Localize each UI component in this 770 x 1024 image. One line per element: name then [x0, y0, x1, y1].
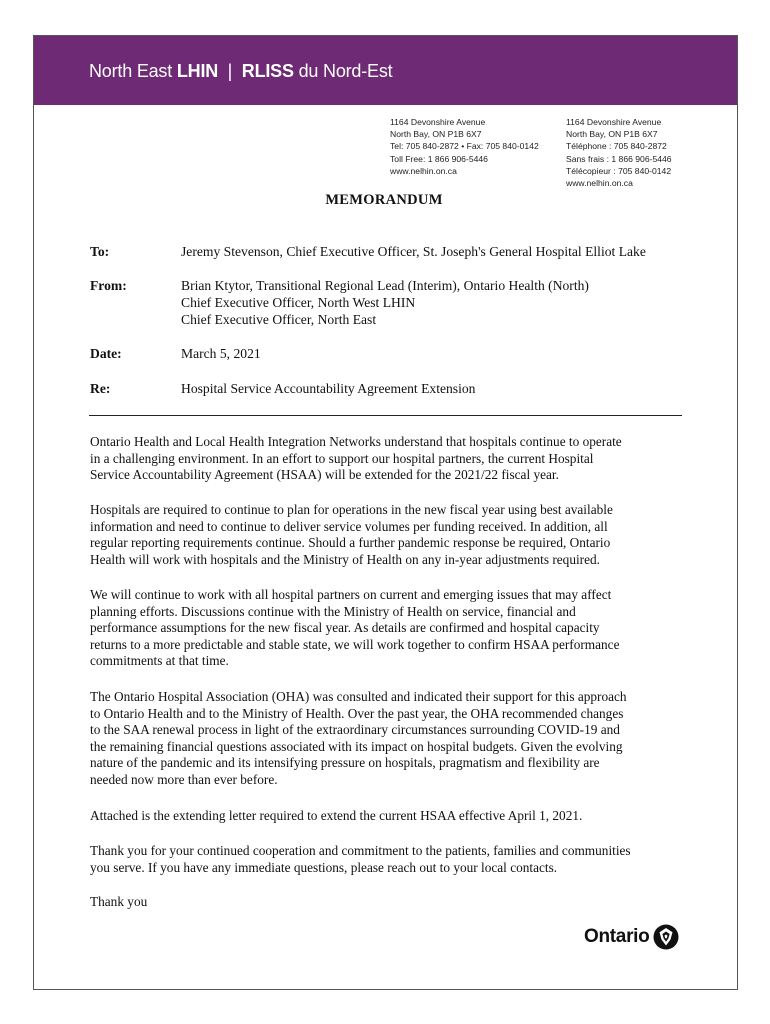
header-banner: [34, 36, 737, 105]
paragraph-7: [90, 894, 690, 911]
org-name-fr-bold: RLISS: [241, 61, 294, 81]
address-line: www.nelhin.on.ca: [566, 178, 633, 189]
body-line: in a challenging environment. In an effort to support our hospital partners, the current Hospital: [90, 450, 594, 466]
trillium-icon: [653, 924, 679, 950]
org-name-en: North East: [89, 61, 173, 81]
body-line: Hospitals are required to continue to plan for operations in the new fiscal year using best available: [90, 502, 613, 517]
field-date-value: March 5, 2021: [181, 346, 261, 361]
body-line: Service Accountability Agreement (HSAA) will be extended for the 2021/22 fiscal year.: [90, 467, 559, 483]
body-line: to the SAA renewal process in light of the extraordinary circumstances surrounding COVID-19 and: [90, 722, 620, 738]
address-line: Sans frais : 1 866 906-5446: [566, 153, 672, 164]
address-line: North Bay, ON P1B 6X7: [566, 129, 658, 140]
field-from-label: From:: [90, 278, 127, 293]
body-line: regular reporting requirements continue. Should a further pandemic response be required, Ontario: [90, 535, 611, 551]
paragraph-4: [90, 689, 690, 789]
address-line: Télécopieur : 705 840-0142: [566, 165, 672, 176]
body-line: Ontario Health and Local Health Integration Networks understand that hospitals continue to operate: [90, 434, 622, 449]
org-name-fr: du Nord-Est: [298, 61, 393, 81]
address-line: www.nelhin.on.ca: [390, 165, 457, 176]
org-name-en-bold: LHIN: [176, 61, 219, 81]
org-name: [89, 61, 392, 82]
field-to-value: Jeremy Stevenson, Chief Executive Officer, St. Joseph's General Hospital Elliot Lake: [181, 244, 646, 259]
address-french: [566, 116, 672, 189]
memo-page: [33, 35, 738, 990]
ontario-wordmark: Ontario: [584, 926, 650, 947]
ontario-logo: [584, 922, 679, 952]
address-line: North Bay, ON P1B 6X7: [390, 129, 482, 140]
from-line: Brian Ktytor, Transitional Regional Lead (Interim), Ontario Health (North): [181, 278, 589, 293]
body-line: We will continue to work with all hospital partners on current and emerging issues that may affect: [90, 587, 612, 602]
from-line: Chief Executive Officer, North West LHIN: [181, 295, 416, 310]
body-line: the remaining financial questions associated with its impact on hospital budgets. Given the evolving: [90, 738, 623, 754]
body-line: Thank you for your continued cooperation and commitment to the patients, families and communities: [90, 843, 631, 858]
header-divider: [89, 415, 682, 416]
paragraph-6: [90, 843, 690, 876]
address-english: [390, 116, 539, 177]
memo-title: [34, 192, 737, 209]
paragraph-3: [90, 587, 690, 670]
body-line: Thank you: [90, 894, 148, 909]
field-re-label: Re:: [90, 381, 111, 396]
address-line: Toll Free: 1 866 906-5446: [390, 153, 488, 164]
body-line: information and need to continue to deliver service volumes per funding received. In addition, all: [90, 518, 608, 534]
body-line: Health will work with hospitals and the Ministry of Health on any in-year adjustments required.: [90, 551, 600, 567]
address-line: 1164 Devonshire Avenue: [390, 117, 486, 127]
address-line: Téléphone : 705 840-2872: [566, 141, 667, 152]
body-line: Attached is the extending letter required to extend the current HSAA effective April 1, 2021.: [90, 808, 583, 823]
body-line: commitments at that time.: [90, 653, 229, 669]
paragraph-1: [90, 434, 690, 484]
field-date-label: Date:: [90, 346, 122, 361]
org-name-separator: |: [227, 61, 233, 81]
address-line: Tel: 705 840-2872 • Fax: 705 840-0142: [390, 141, 539, 152]
body-line: to Ontario Health and to the Ministry of Health. Over the past year, the OHA recommended changes: [90, 705, 624, 721]
body-line: returns to a more predictable and stable state, we will work together to confirm HSAA performance: [90, 636, 620, 652]
from-line: Chief Executive Officer, North East: [181, 312, 377, 327]
body-line: nature of the pandemic and its intensifying pressure on hospitals, pragmatism and flexibility are: [90, 755, 600, 771]
body-line: The Ontario Hospital Association (OHA) was consulted and indicated their support for this approach: [90, 689, 627, 704]
body-line: performance assumptions for the new fiscal year. As details are confirmed and hospital capacity: [90, 620, 600, 636]
field-to-label: To:: [90, 244, 110, 259]
field-from-value: [181, 277, 589, 328]
address-line: 1164 Devonshire Avenue: [566, 117, 662, 127]
paragraph-2: [90, 502, 690, 568]
body-line: you serve. If you have any immediate questions, please reach out to your local contacts.: [90, 859, 558, 875]
body-line: planning efforts. Discussions continue with the Ministry of Health on service, financial and: [90, 603, 576, 619]
field-re-value: Hospital Service Accountability Agreement Extension: [181, 381, 476, 396]
body-line: needed now more than ever before.: [90, 771, 278, 787]
paragraph-5: [90, 808, 690, 825]
memo-title-text: MEMORANDUM: [325, 192, 443, 208]
